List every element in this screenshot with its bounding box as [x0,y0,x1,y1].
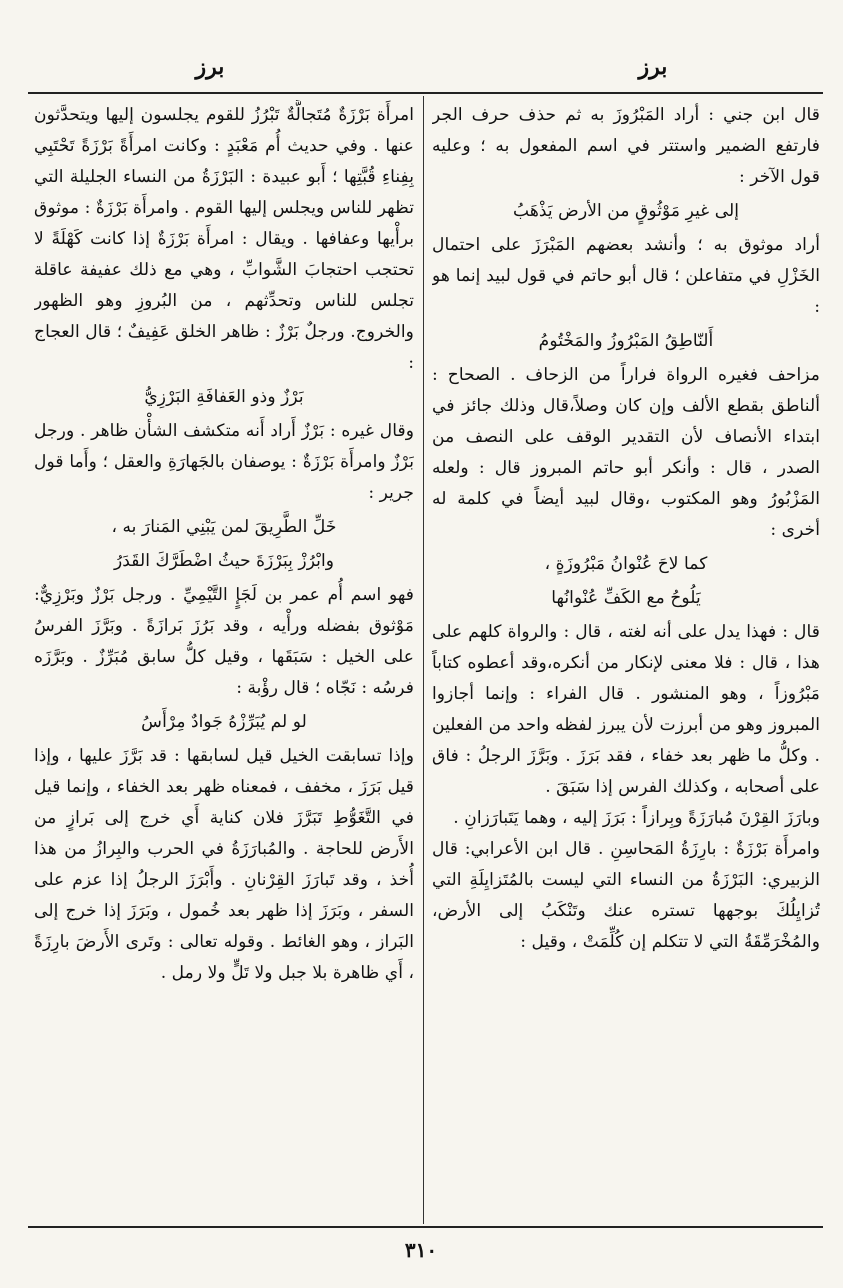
entry-paragraph: قال ابن جني : أراد المَبْرُوزَ به ثم حذف حرف الجر فارتفع الضمير واستتر في اسم المفعول به ؛ وعليه قول الآخر : [432,105,820,187]
verse-line: أَلنّاطِقُ المَبْرُوزُ والمَخْتُومُ [538,331,714,351]
entry-paragraph: وبارَزَ القِرْنَ مُبارَزَةً وبِرازاً : بَرَزَ إليه ، وهما يَتَبارَزانِ . [453,808,820,828]
running-head-right: برز [638,54,668,80]
entry-paragraph: أراد موثوق به ؛ وأنشد بعضهم المَبْرَزَ على احتمال الخَزْلِ في متفاعلن ؛ قال أبو حاتم في قول لبيد إنما هو : [432,235,820,317]
verse-line: إلى غيرِ مَوْثُوقٍ من الأرض يَذْهَبُ [512,201,740,221]
entry-paragraph: قال : فهذا يدل على أنه لغته ، قال : والرواة كلهم على هذا ، قال : فلا معنى لإنكار من أنكره،وقد أعطوه كتاباً مَبْرُوزاً ، وهو المنشور . قال الفراء : وإنما أجازوا المبروز وهو من أبرزت لأن يبرز لفظه واحد من الفعلين . وكلُّ ما ظهر بعد خفاء ، فقد بَرَزَ . وبَرَّزَ الرجلُ : فاق على أصحابه ، وكذلك الفرس إذا سَبَقَ . [432,622,820,797]
column-divider [423,96,424,1224]
entry-paragraph: وقال غيره : بَرْزٌ أَراد أَنه متكشف الشأْن ظاهر . ورجل بَرْزٌ وامرأَة بَرْزَةٌ : يوصفان بالجَهارَةِ والعقل ؛ وأَما قول جرير : [34,421,414,503]
right-column [432,100,820,1220]
verse-line: خَلِّ الطَّرِيقَ لمن يَبْنِي المَنارَ به ، [111,517,337,537]
verse-line: يَلُوحُ مع الكَفِّ عُنْوانُها [551,588,701,608]
entry-paragraph: وإذا تسابقت الخيل قيل لسابقها : قد بَرَّزَ عليها ، وإذا قيل بَرَزَ ، مخفف ، فمعناه ظهر بعد الخفاء ، وإنما قيل في التَّغَوُّطِ تَبَرَّزَ فلان كناية أَي خرج إلى بَرازٍ من الأَرض للحاجة . والمُبارَزَةُ في الحرب والبِرازُ من هذا أُخذ ، وقد تَبارَزَ القِرْنانِ . وأَبْرَزَ الرجلُ إذا عزم على السفر ، وبَرَزَ إذا ظهر بعد خُمول ، وبَرَزَ إذا خرج إلى البَراز ، وهو الغائط . وقوله تعالى : وتَرى الأَرضَ بارِزَةً ، أَي ظاهرة بلا جبل ولا تَلٍّ ولا رمل . [34,746,414,983]
top-rule [28,92,823,94]
verse-line: لو لم يُبَرِّزْهُ جَوادٌ مِرْأَسُ [141,712,307,732]
verse-line: وابْرُزْ بِبَرْزَةَ حيثُ اضْطَرَّكَ القَدَرُ [113,551,335,571]
verse-line: كما لاحَ عُنْوانُ مَبْرُوزَةٍ ، [544,554,708,574]
verse-line: بَرْزٌ وذو العَفافَةِ البَرْزِيُّ [144,387,304,407]
entry-paragraph: فهو اسم أُم عمر بن لَجَإٍ التَّيْمِيِّ . ورجل بَرْزٌ وبَرْزِيٌّ: مَوْثوق بفضله ورأْيه ، وقد بَرُزَ بَرازَةً . وبَرَّزَ الفرسُ على الخيل : سَبَقَها ، وقيل كلُّ سابق مُبَرِّزٌ . وبَرَّزَه فرسُه : نَجّاه ؛ قال رؤْبة : [34,585,414,698]
entry-paragraph: امرأَة بَرْزَةٌ مُتَجالَّةٌ تَبْرُزُ للقوم يجلسون إليها ويتحدَّثون عنها . وفي حديث أُم مَعْبَدٍ : وكانت امرأَةً بَرْزَةً تَحْتَبِي بِفِناءِ قُبَّتِها ؛ أَبو عبيدة : البَرْزَةُ من النساء الجليلة التي تظهر للناس ويجلس إليها القوم . وامرأَة بَرْزَةٌ : موثوق برأْيها وعفافها . ويقال : امرأَة بَرْزَةٌ إذا كانت كَهْلَةً لا تحتجب احتجابَ الشَّوابِّ ، وهي مع ذلك عفيفة عاقلة تجلس للناس وتحدِّثهم ، من البُروزِ وهو الظهور والخروج. ورجلٌ بَرْزٌ : ظاهر الخلق عَفِيفٌ ؛ قال العجاج : [34,105,414,373]
bottom-rule [28,1226,823,1228]
entry-paragraph: وامرأَة بَرْزَةٌ : بارِزَةُ المَحاسِنِ . قال ابن الأعرابي: قال الزبيري: البَرْزَةُ من النساء التي ليست بالمُتَزايِلَةِ التي تُزايِلُكَ بوجهها تستره عنك وتَنْكَبُ إلى الأرض، والمُخْرَمِّقَةُ التي لا تتكلم إن كُلِّمَتْ ، وقيل : [432,839,820,952]
entry-paragraph: مزاحف فغيره الرواة فراراً من الزحاف . الصحاح : ألناطق بقطع الألف وإن كان وصلاً،قال وذلك جائز في ابتداء الأنصاف لأن التقدير الوقف على النصف من الصدر ، قال : وأنكر أبو حاتم المبروز قال : ولعله المَزْبُورُ وهو المكتوب ،وقال لبيد أيضاً في كلمة له أخرى : [432,365,820,540]
running-head-left: برز [195,54,225,80]
left-column [34,100,414,1220]
page-number: ٣١٠ [404,1238,438,1262]
